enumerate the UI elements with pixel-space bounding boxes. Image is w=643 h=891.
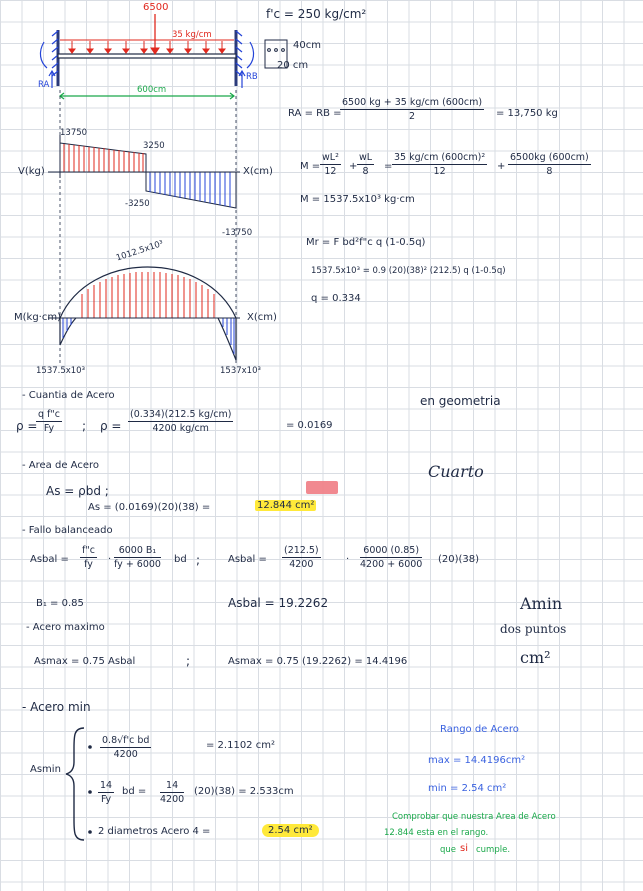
asmax-separator: ; bbox=[186, 654, 191, 668]
moment-diagram bbox=[48, 267, 240, 360]
moment-frac-4-num: 6500kg (600cm) bbox=[510, 152, 589, 163]
asmin-row1-fraction bbox=[100, 735, 151, 760]
geometry-note: en geometria bbox=[420, 394, 501, 408]
asmin-row2-bd: bd = bbox=[122, 786, 147, 797]
asbal-frac-1-den: fy bbox=[84, 559, 93, 570]
amin-note-2: dos puntos bbox=[500, 622, 567, 636]
section-height: 40cm bbox=[293, 40, 321, 51]
reaction-a-label: RA bbox=[38, 80, 50, 90]
moment-lhs: M = bbox=[300, 161, 321, 172]
rango-title: Rango de Acero bbox=[440, 724, 519, 735]
rho-result: = 0.0169 bbox=[286, 420, 333, 431]
shear-top-left: 13750 bbox=[60, 128, 88, 138]
span-label: 600cm bbox=[137, 85, 167, 95]
moment-frac-4-den: 8 bbox=[546, 166, 553, 177]
ra-numerator: 6500 kg + 35 kg/cm (600cm) bbox=[342, 97, 483, 108]
moment-frac-2-den: 8 bbox=[362, 166, 369, 177]
rho-separator: ; bbox=[82, 419, 87, 433]
asmax-calc: Asmax = 0.75 (19.2262) = 14.4196 bbox=[228, 656, 408, 667]
cuantia-title: - Cuantia de Acero bbox=[22, 390, 115, 401]
asbal-value-frac-2-num: 6000 (0.85) bbox=[360, 545, 422, 558]
asmin-row1-result: = 2.1102 cm² bbox=[206, 740, 275, 751]
asmin-row2-frac-1-den: Fy bbox=[100, 794, 112, 805]
point-load-label: 6500 bbox=[143, 2, 169, 13]
q-result: q = 0.334 bbox=[311, 293, 361, 304]
compare-line-3b: si bbox=[460, 843, 468, 854]
moment-frac-3-num: 35 kg/cm (600cm)² bbox=[394, 152, 486, 163]
moment-frac-4 bbox=[508, 152, 591, 177]
asbal-lhs-2: Asbal = bbox=[228, 554, 267, 565]
asbal-value-frac-1 bbox=[282, 545, 321, 570]
maximo-title: - Acero maximo bbox=[26, 622, 105, 633]
asbal-bd: bd bbox=[174, 554, 187, 565]
asbal-lhs: Asbal = bbox=[30, 554, 69, 565]
ra-denominator: 2 bbox=[409, 111, 416, 122]
shear-mid-top: 3250 bbox=[143, 141, 165, 151]
shear-axis-label: V(kg) bbox=[18, 166, 45, 177]
asbal-separator: ; bbox=[196, 553, 201, 567]
compare-line-2: 12.844 esta en el rango. bbox=[384, 828, 489, 838]
moment-equals: = bbox=[384, 161, 393, 172]
asmin-brace bbox=[66, 728, 84, 840]
moment-right-end: 1537x10³ bbox=[220, 366, 261, 376]
asbal-frac-1-num: f"c bbox=[82, 545, 95, 556]
asmin-row2-frac-1-num: 14 bbox=[100, 780, 113, 791]
moment-frac-2-num: wL bbox=[359, 152, 373, 163]
asmax-formula: Asmax = 0.75 Asbal bbox=[34, 656, 136, 667]
fc-label: f'c = 250 kg/cm² bbox=[266, 7, 367, 21]
shear-mid-bottom: -3250 bbox=[125, 199, 150, 209]
shear-bottom-right: -13750 bbox=[222, 228, 253, 238]
asbal-frac-2-den: fy + 6000 bbox=[114, 559, 161, 570]
amin-note-3: cm² bbox=[520, 648, 551, 667]
moment-x-label: X(cm) bbox=[247, 312, 277, 323]
moment-left-end: 1537.5x10³ bbox=[36, 366, 85, 376]
asbal-frac-2-num: 6000 B₁ bbox=[114, 545, 161, 558]
amin-note-1: Amin bbox=[520, 594, 563, 613]
shear-x-label: X(cm) bbox=[243, 166, 273, 177]
section-width: 20 cm bbox=[277, 60, 309, 71]
ra-fraction bbox=[340, 97, 484, 122]
reaction-b-label: RB bbox=[246, 72, 258, 82]
compare-line-3a: que bbox=[440, 845, 457, 855]
asbal-frac-1 bbox=[80, 545, 97, 570]
asbal-result: Asbal = 19.2262 bbox=[228, 596, 329, 610]
asmin-row1-num: 0.8√f'c bd bbox=[102, 735, 150, 746]
area-formula: As = ρbd ; bbox=[46, 484, 109, 498]
asmin-row2-result: (20)(38) = 2.533cm bbox=[194, 786, 294, 797]
asbal-value-frac-1-num: (212.5) bbox=[284, 545, 319, 556]
minimo-title: - Acero min bbox=[22, 700, 91, 714]
moment-frac-1-den: 12 bbox=[324, 166, 337, 177]
moment-frac-1-num: wL² bbox=[322, 152, 339, 163]
ra-lhs: RA = RB = bbox=[288, 108, 342, 119]
moment-frac-3 bbox=[392, 152, 487, 177]
moment-peak: 1012.5x10³ bbox=[115, 238, 165, 264]
moment-frac-1 bbox=[320, 152, 341, 177]
asbal-dot-2: · bbox=[346, 554, 350, 565]
asbal-frac-2 bbox=[114, 545, 161, 570]
mr-equation: Mr = F bd²f"c q (1-0.5q) bbox=[306, 237, 426, 248]
moment-frac-3-den: 12 bbox=[433, 166, 446, 177]
mr-substitution: 1537.5x10³ = 0.9 (20)(38)² (212.5) q (1-0.5q) bbox=[311, 266, 506, 276]
rho-lhs-2: ρ = bbox=[100, 419, 122, 433]
moment-plus-1: + bbox=[349, 161, 358, 172]
moment-result: M = 1537.5x10³ kg·cm bbox=[300, 194, 415, 205]
rango-max: max = 14.4196cm² bbox=[428, 755, 526, 766]
area-calc: As = (0.0169)(20)(38) = bbox=[88, 502, 211, 513]
asmin-row2-frac-2-den: 4200 bbox=[160, 794, 185, 805]
compare-line-3c: cumple. bbox=[476, 845, 511, 855]
area-title: - Area de Acero bbox=[22, 460, 99, 471]
ra-result: = 13,750 kg bbox=[496, 108, 558, 119]
asmin-lhs: Asmin bbox=[30, 764, 61, 775]
beta-value: B₁ = 0.85 bbox=[36, 598, 84, 609]
asmin-row2-frac-2-num: 14 bbox=[160, 780, 184, 793]
asmin-row3-result: 2.54 cm² bbox=[262, 824, 319, 837]
asmin-bullets bbox=[88, 745, 92, 834]
cuarto-note: Cuarto bbox=[428, 462, 484, 481]
asbal-tail: (20)(38) bbox=[438, 554, 480, 565]
asmin-row2-frac-1 bbox=[98, 780, 114, 805]
moment-frac-2 bbox=[357, 152, 374, 177]
asbal-value-frac-1-den: 4200 bbox=[289, 559, 314, 570]
rango-min: min = 2.54 cm² bbox=[428, 783, 507, 794]
balanceado-title: - Fallo balanceado bbox=[22, 525, 113, 536]
area-result: 12.844 cm² bbox=[257, 500, 315, 511]
sticky-note-mark bbox=[306, 481, 338, 494]
dist-load-label: 35 kg/cm bbox=[172, 30, 212, 40]
compare-line-1: Comprobar que nuestra Area de Acero bbox=[392, 812, 556, 822]
asmin-row1-den: 4200 bbox=[113, 749, 138, 760]
rho-formula-num: q f"c bbox=[38, 409, 60, 420]
asbal-dot: · bbox=[108, 554, 112, 565]
rho-value-num: (0.334)(212.5 kg/cm) bbox=[130, 409, 232, 420]
asbal-value-frac-2-den: 4200 + 6000 bbox=[360, 559, 423, 570]
asmin-row2-frac-2 bbox=[160, 780, 184, 805]
asmin-row3: 2 diametros Acero 4 = bbox=[98, 826, 211, 837]
rho-value-fraction bbox=[128, 409, 233, 434]
rho-value-den: 4200 kg/cm bbox=[152, 423, 209, 434]
rho-formula-fraction bbox=[36, 409, 62, 434]
moment-axis-label: M(kg·cm) bbox=[14, 312, 61, 323]
rho-lhs: ρ = bbox=[16, 419, 38, 433]
moment-plus-2: + bbox=[497, 161, 506, 172]
rho-formula-den: Fy bbox=[43, 423, 55, 434]
asbal-value-frac-2 bbox=[360, 545, 422, 570]
